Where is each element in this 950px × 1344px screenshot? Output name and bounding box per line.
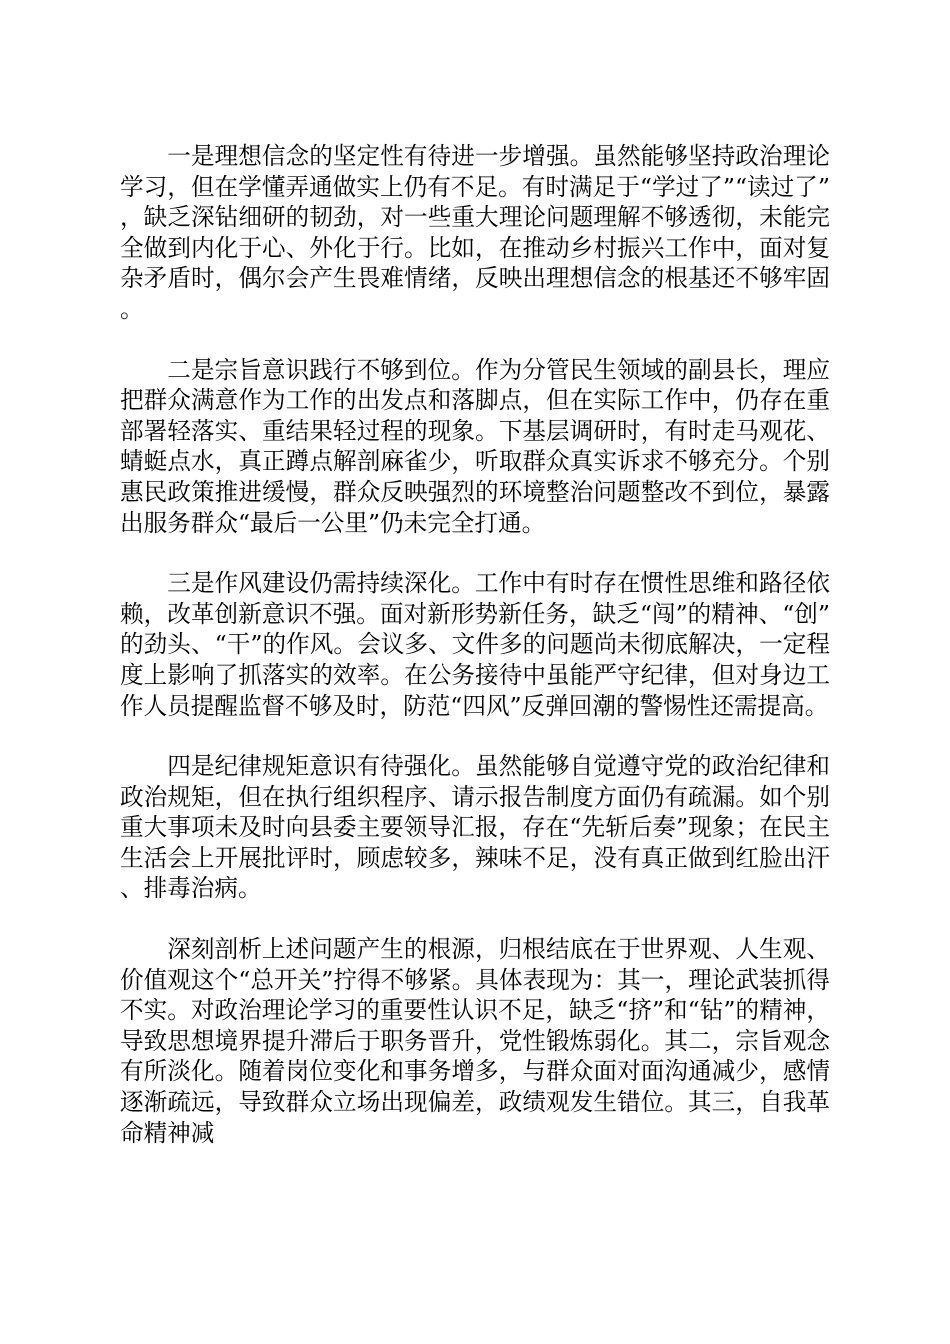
paragraph-ideals: 一是理想信念的坚定性有待进一步增强。虽然能够坚持政治理论学习，但在学懂弄通做实上仍有不足。有时满足于“学过了”“读过了”，缺乏深钻细研的韧劲，对一些重大理论问题理解不够透彻，未能完全做到内化于心、外化于行。比如，在推动乡村振兴工作中，面对复杂矛盾时，偶尔会产生畏难情绪，反映出理想信念的根基还不够牢固。	[120, 142, 830, 323]
paragraph-work-style: 三是作风建设仍需持续深化。工作中有时存在惯性思维和路径依赖，改革创新意识不强。面对新形势新任务，缺乏“闯”的精神、“创”的劲头、“干”的作风。会议多、文件多的问题尚未彻底解决，一定程度上影响了抓落实的效率。在公务接待中虽能严守纪律，但对身边工作人员提醒监督不够及时，防范“四风”反弹回潮的警惕性还需提高。	[120, 569, 830, 720]
paragraph-discipline: 四是纪律规矩意识有待强化。虽然能够自觉遵守党的政治纪律和政治规矩，但在执行组织程序、请示报告制度方面仍有疏漏。如个别重大事项未及时向县委主要领导汇报，存在“先斩后奏”现象；在民主生活会上开展批评时，顾虑较多，辣味不足，没有真正做到红脸出汗、排毒治病。	[120, 752, 830, 903]
document-body	[120, 141, 830, 1178]
paragraph-purpose: 二是宗旨意识践行不够到位。作为分管民生领域的副县长，理应把群众满意作为工作的出发点和落脚点，但在实际工作中，仍存在重部署轻落实、重结果轻过程的现象。下基层调研时，有时走马观花、蜻蜓点水，真正蹲点解剖麻雀少，听取群众真实诉求不够充分。个别惠民政策推进缓慢，群众反映强烈的环境整治问题整改不到位，暴露出服务群众“最后一公里”仍未完全打通。	[120, 355, 830, 537]
paragraph-root-cause: 深刻剖析上述问题产生的根源，归根结底在于世界观、人生观、价值观这个“总开关”拧得不够紧。具体表现为：其一，理论武装抓得不实。对政治理论学习的重要性认识不足，缺乏“挤”和“钻”的精神，导致思想境界提升滞后于职务晋升，党性锻炼弱化。其二，宗旨观念有所淡化。随着岗位变化和事务增多，与群众面对面沟通减少，感情逐渐疏远，导致群众立场出现偏差，政绩观发生错位。其三，自我革命精神减	[120, 935, 830, 1147]
